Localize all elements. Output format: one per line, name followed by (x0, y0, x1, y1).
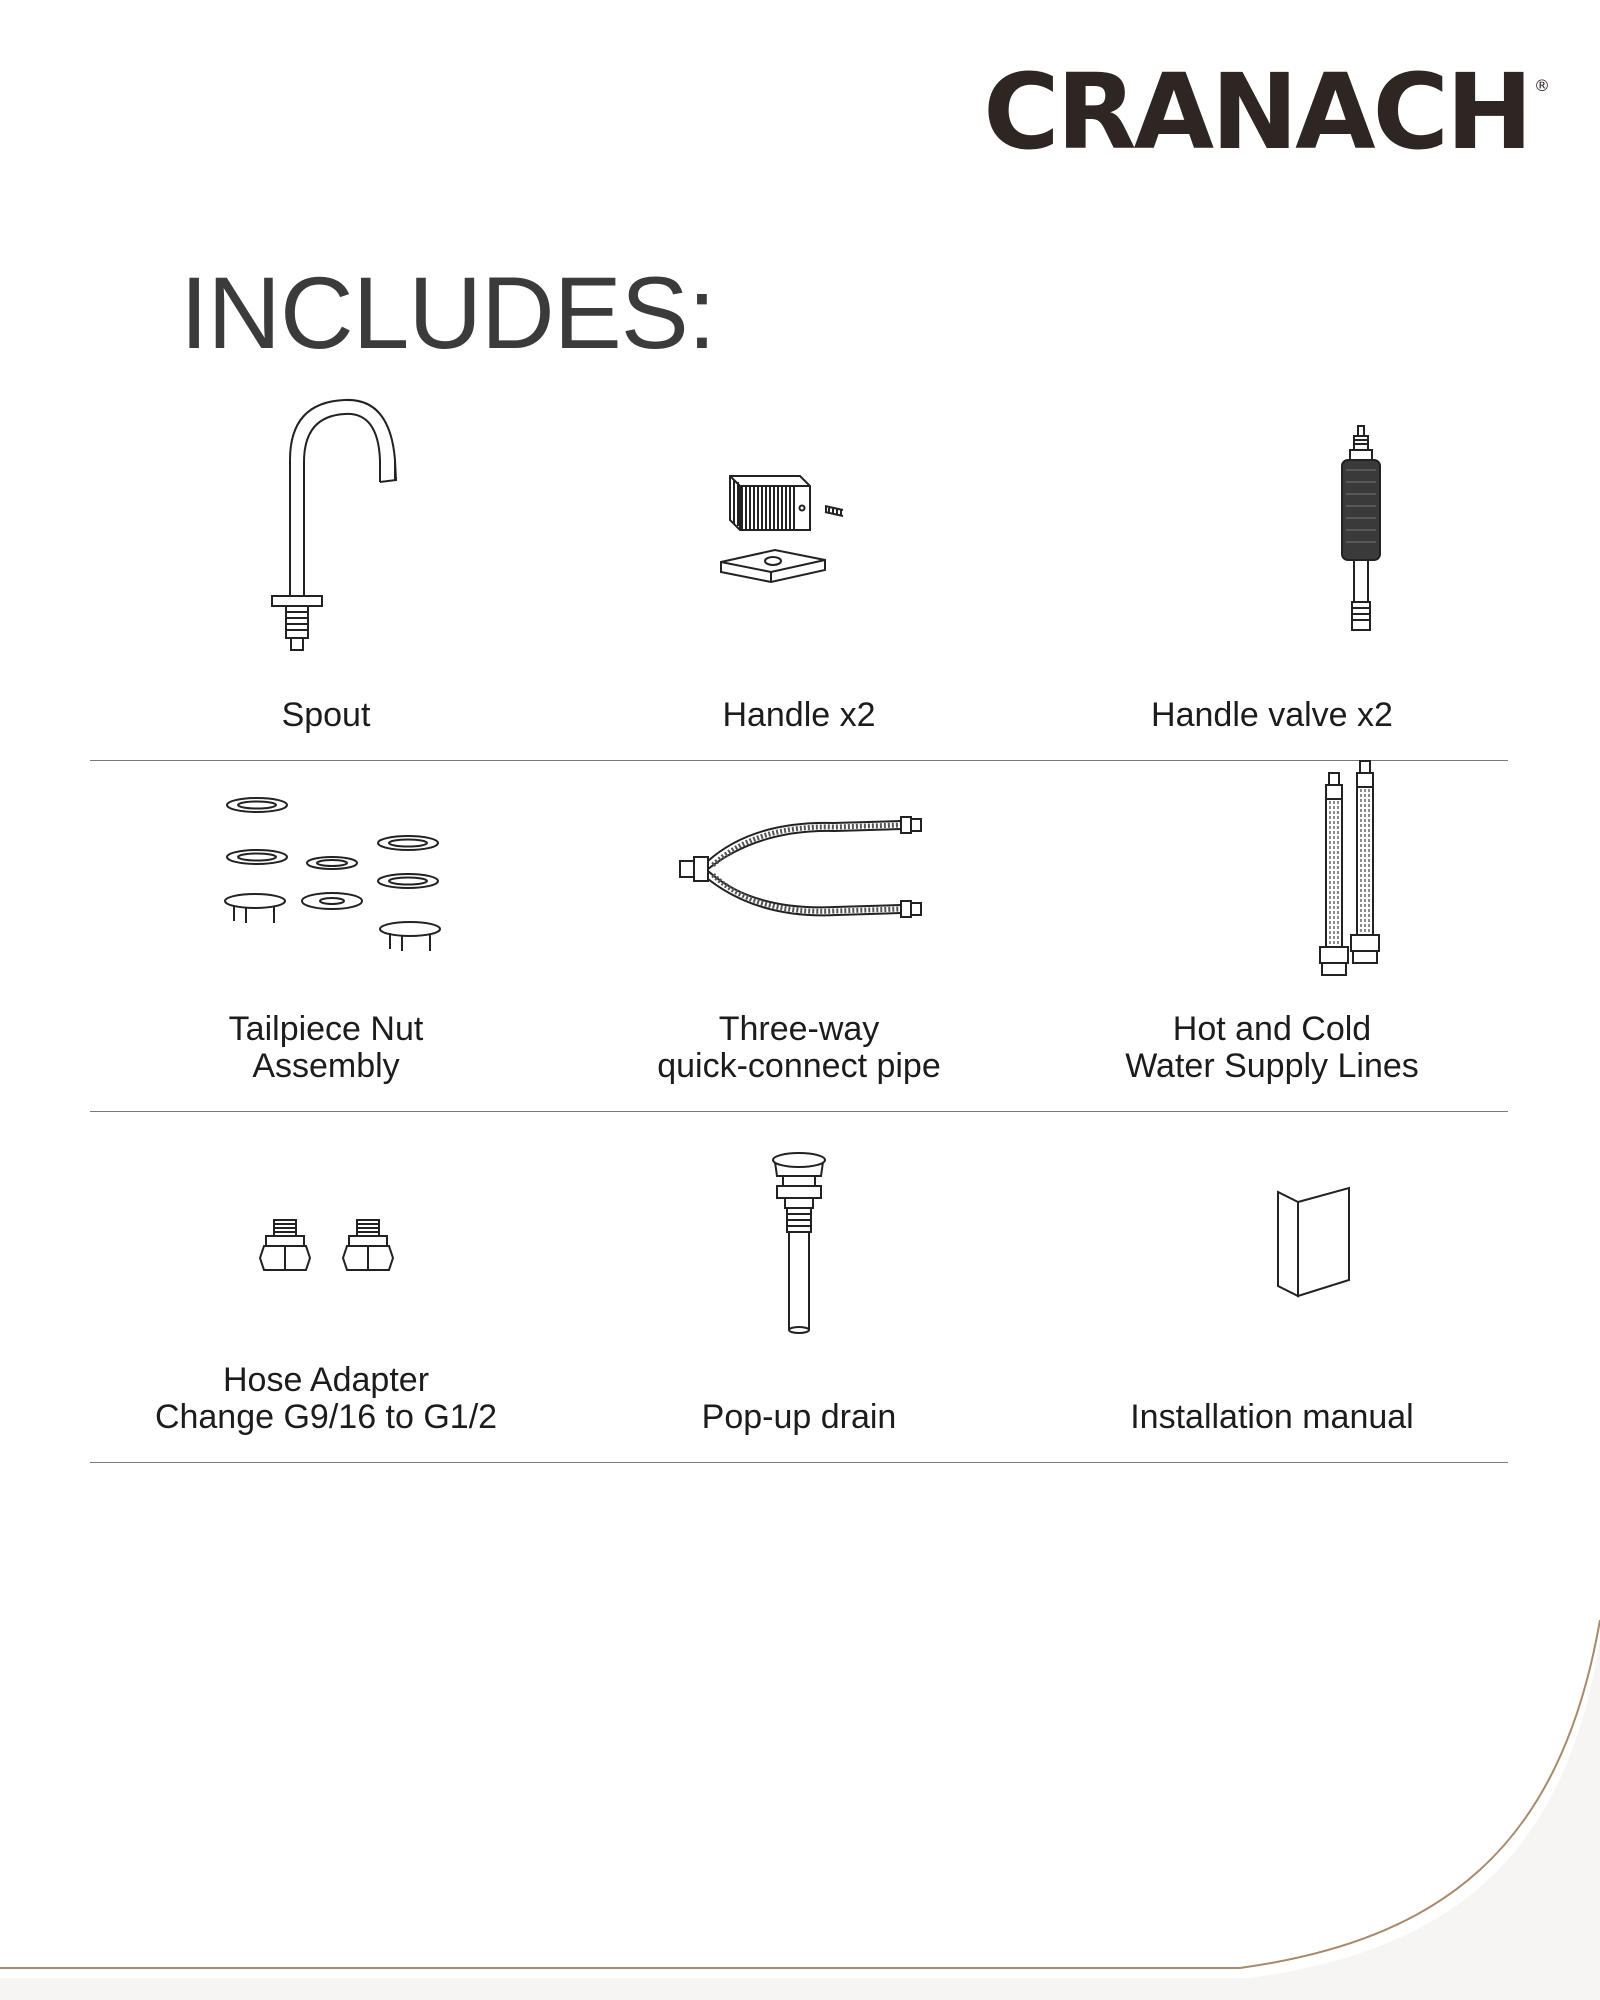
spout-icon (90, 390, 562, 670)
item-tailpiece-nut (90, 761, 562, 1111)
includes-grid (90, 390, 1508, 1463)
item-installation-manual (1036, 1112, 1508, 1462)
tailpiece-nut-icon (90, 761, 562, 991)
handle-icon (563, 390, 1035, 670)
item-hose-adapter (90, 1112, 562, 1462)
popup-drain-icon (563, 1112, 1035, 1342)
item-label: Pop-up drain (701, 1398, 897, 1436)
item-label: Hot and Cold Water Supply Lines (1125, 1010, 1419, 1085)
item-spout (90, 390, 562, 760)
item-label: Handle x2 (722, 696, 876, 734)
supply-lines-icon (1036, 761, 1508, 991)
item-supply-lines (1036, 761, 1508, 1111)
item-label: Handle valve x2 (1151, 696, 1393, 734)
item-label: Three-way quick-connect pipe (657, 1010, 941, 1085)
item-handle (563, 390, 1035, 760)
hose-adapter-icon (90, 1112, 562, 1342)
brand-logo: CRANACH ® (983, 51, 1550, 173)
page-title: INCLUDES: (180, 256, 716, 370)
item-label: Spout (281, 696, 371, 734)
grid-row (90, 1112, 1508, 1463)
item-handle-valve (1036, 390, 1508, 760)
three-way-pipe-icon (563, 761, 1035, 991)
handle-valve-icon (1036, 390, 1508, 670)
item-label: Tailpiece Nut Assembly (228, 1010, 424, 1085)
item-label: Hose Adapter Change G9/16 to G1/2 (154, 1361, 498, 1436)
grid-row (90, 761, 1508, 1112)
item-label: Installation manual (1130, 1398, 1414, 1436)
grid-row (90, 390, 1508, 761)
item-popup-drain (563, 1112, 1035, 1462)
item-three-way-pipe (563, 761, 1035, 1111)
manual-icon (1036, 1112, 1508, 1342)
